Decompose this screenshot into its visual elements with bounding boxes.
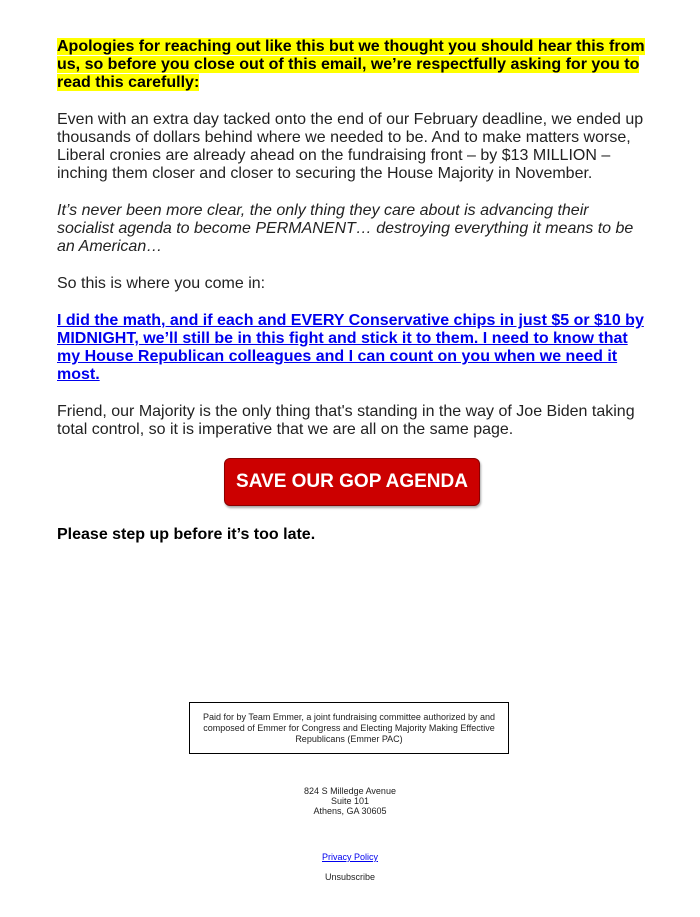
paid-for-disclaimer: Paid for by Team Emmer, a joint fundraising committee authorized by and composed of Emmer for Congress and Electing Majority Making Effective Republicans (Emmer PAC) xyxy=(189,702,509,754)
donation-ask-link[interactable]: I did the math, and if each and EVERY Conservative chips in just $5 or $10 by MIDNIGHT, we’ll still be in this fight and stick it to them. I need to know that my House Republican colleagues and I can count on you when we need it most. xyxy=(57,312,644,383)
intro-paragraph xyxy=(57,38,647,92)
address-line-2: Suite 101 xyxy=(330,796,370,806)
intro-highlighted-text: Apologies for reaching out like this but we thought you should hear this from us, so before you close out of this email, we’re respectfully asking for you to read this carefully: xyxy=(57,38,645,91)
address-line-1: 824 S Milledge Avenue xyxy=(304,786,396,796)
mailing-address xyxy=(200,786,500,816)
agenda-paragraph: It’s never been more clear, the only thing they care about is advancing their socialist agenda to become PERMANENT… destroying everything it means to be an American… xyxy=(57,202,634,255)
cta-container xyxy=(57,458,647,506)
majority-paragraph: Friend, our Majority is the only thing that's standing in the way of Joe Biden taking total control, so it is imperative that we are all on the same page. xyxy=(57,403,635,438)
address-line-3: Athens, GA 30605 xyxy=(313,806,387,816)
email-body xyxy=(57,38,647,544)
deadline-paragraph: Even with an extra day tacked onto the end of our February deadline, we ended up thousands of dollars behind where we needed to be. And to make matters worse, Liberal cronies are already ahead on the fundraising front – by $13 MILLION – inching them closer and closer to securing the House Majority in November. xyxy=(57,111,644,182)
footer-links xyxy=(200,852,500,882)
unsubscribe-link[interactable]: Unsubscribe xyxy=(324,872,376,882)
save-gop-agenda-button[interactable]: SAVE OUR GOP AGENDA xyxy=(224,458,480,506)
come-in-paragraph: So this is where you come in: xyxy=(57,275,266,292)
ask-paragraph xyxy=(57,312,647,384)
closing-line: Please step up before it’s too late. xyxy=(57,526,316,543)
privacy-policy-link[interactable]: Privacy Policy xyxy=(321,852,378,862)
